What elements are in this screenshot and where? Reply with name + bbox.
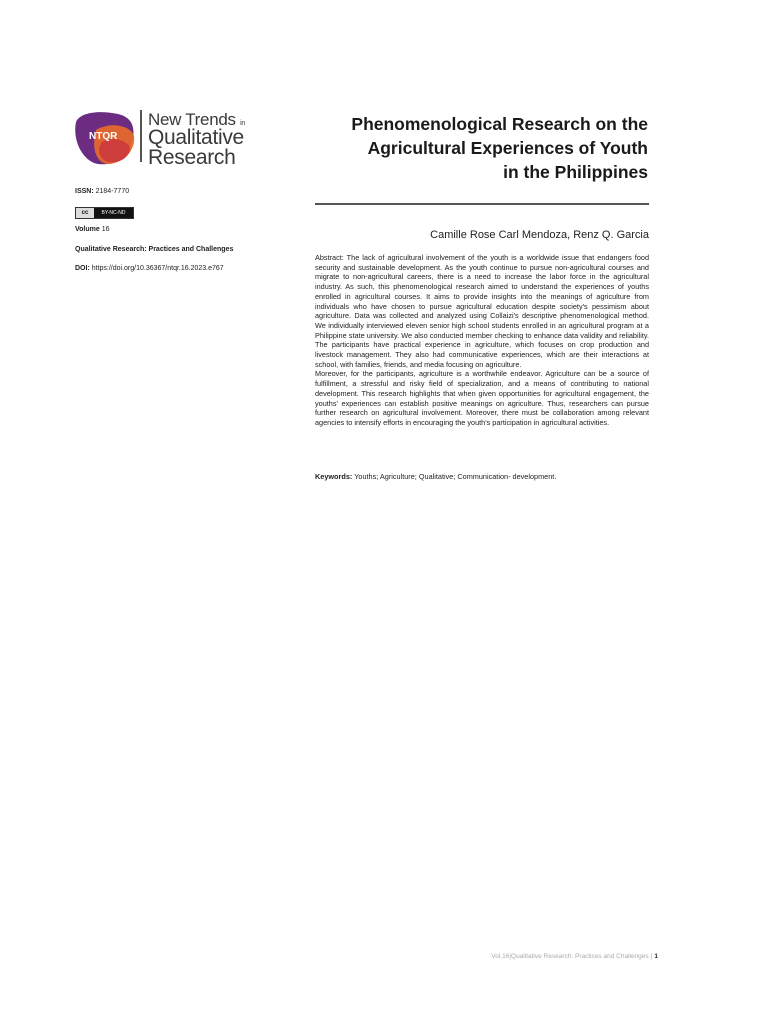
abstract-paragraph-2: Moreover, for the participants, agriculture is a worthwhile endeavor. Agriculture can be a source of fulfillment, a stressful and risky field of specialization, and a means of contributing to national development. This research highlights that when given opportunities for agricultural engagement, the youths' experiences can establish positive meanings on agriculture. Thus, researchers can pursue further research on agricultural involvement. Moreover, there must be collaboration among relevant agencies to intensify efforts in encouraging the youth's participation in agricultural activities.	[315, 369, 649, 427]
title-divider	[315, 203, 649, 205]
issue-series: Qualitative Research: Practices and Challenges	[75, 246, 234, 253]
article-title: Phenomenological Research on the Agricultural Experiences of Youth in the Philippines	[351, 114, 648, 182]
issn: ISSN: 2184-7770	[75, 188, 130, 195]
page-number: 1	[654, 953, 658, 960]
doi-link[interactable]: https://doi.org/10.36367/ntqr.16.2023.e767	[91, 265, 224, 272]
journal-name-line1: New Trends in	[148, 110, 245, 129]
journal-name-line3: Research	[148, 146, 236, 169]
doi: DOI: https://doi.org/10.36367/ntqr.16.2023.e767	[75, 265, 224, 272]
cc-license-badge[interactable]	[75, 207, 134, 219]
page-footer: Vol.16|Qualitative Research: Practices and Challenges | 1	[491, 953, 658, 960]
running-head: Vol.16|Qualitative Research: Practices and Challenges	[491, 953, 649, 960]
authors: Camille Rose Carl Mendoza, Renz Q. Garcia	[430, 229, 649, 241]
abstract	[315, 253, 649, 428]
journal-name-line2: Qualitative	[148, 126, 244, 149]
abstract-paragraph-1: Abstract: The lack of agricultural involvement of the youth is a worldwide issue that endangers food security and sustainable development. As the youth continue to pursue non-agricultural courses and migrate to non-agricultural careers, there is a need to increase the labor force in the agricultural industry. As such, this phenomenological research aimed to understand the experiences of youths enrolled in agricultural courses. It aims to provide insights into the meanings of agriculture from individuals who have chosen to pursue agricultural education despite society's pessimism about agriculture. Data was collected and analyzed using Collaizi's descriptive phenomenological method. We individually interviewed eleven senior high school students enrolled in an agricultural program at a Philippine state university. We also conducted member checking to enhance data validity and reliability. The participants have practical experience in agriculture, which focuses on crop production and livestock management. They also had communicative experiences, which are their interactions at school, with families, friends, and media focusing on agriculture.	[315, 253, 649, 369]
volume: Volume 16	[75, 226, 110, 233]
license-label: BY-NC-ND	[101, 210, 126, 216]
cc-icon: cc	[76, 208, 94, 218]
logo-badge-text: NTQR	[89, 131, 118, 142]
keywords: Keywords: Youths; Agriculture; Qualitative; Communication- development.	[315, 472, 557, 481]
